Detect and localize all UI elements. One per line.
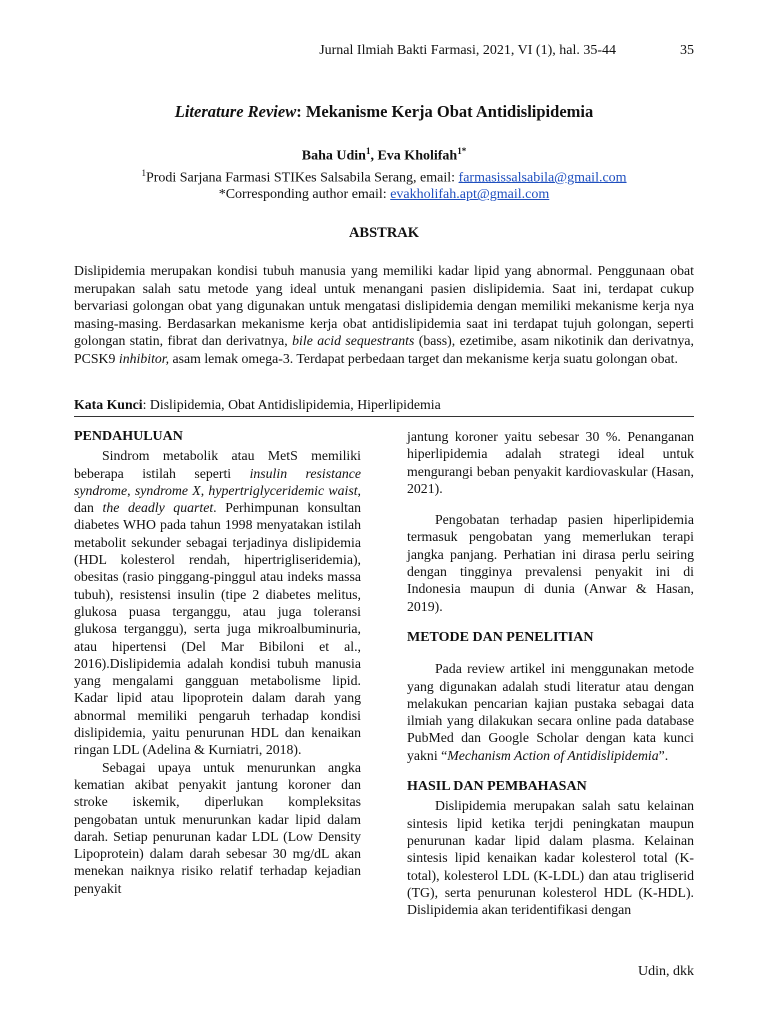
corresponding-text: *Corresponding author email: [218, 187, 391, 203]
abstract-text-1: Dislipidemia merupakan kondisi tubuh manusia yang memiliki kadar lipid yang abnormal. Penggunaan obat merupakan salah satu metode yang ideal untuk menangani pasien dislipidemia. Saat ini, terdapat cukup bervariasi golongan obat yang digunakan untuk mengatasi dislipidemia dengan memiliki mekanisme kerja nya masing-masing. Berdasarkan mekanisme kerja obat antidislipidemia saat ini terdapat tujuh golongan, seperti golongan statin, fibrat dan derivatnya, [74, 263, 694, 349]
footer-authors: Udin, dkk [638, 964, 694, 979]
title-italic: Literature Review [174, 102, 297, 121]
author-1: Baha Udin [301, 148, 366, 164]
section-heading-hasil: HASIL DAN PEMBAHASAN [407, 779, 587, 795]
abstract-text-3: asam lemak omega-3. Terdapat perbedaan target dan mekanisme kerja suatu golongan obat. [169, 350, 678, 366]
text-run: , [200, 482, 209, 498]
text-run: , dan [74, 482, 361, 516]
author-2-sup: 1* [457, 146, 467, 156]
abstract-text-2: (bass), ezetimibe, asam nikotinik dan derivatnya, PCSK9 [74, 333, 695, 366]
running-header [74, 43, 694, 63]
author-2: , Eva Kholifah [370, 148, 458, 164]
title-block [74, 102, 694, 242]
paragraph: Dislipidemia merupakan salah satu kelainan sintesis lipid ketika terjdi peningkatan maupun penurunan kadar lipid dalam plasma. Kelainan sintesis lipid kenaikan kadar kolesterol total (K-total), kolesterol LDL (K-LDL) dan atau trigliserid (TG), serta penurunan kolesterol HDL (K-HDL). Dislipidemia akan teridentifikasi dengan [407, 798, 694, 918]
paragraph [407, 660, 694, 764]
left-column [74, 428, 361, 897]
keywords-label: Kata Kunci [74, 397, 143, 412]
italic-run: insulin resistance syndrome [74, 465, 361, 498]
text-run: , [127, 482, 135, 498]
text-run: Pada review artikel ini menggunakan metode yang digunakan adalah studi literatur atau dengan melakukan pencarian kajian pustaka sebagai data ilmiah yang dilakukan secara online pada database PubMed dan Google Scholar dengan kata kunci yakni “ [407, 661, 694, 763]
text-run: ”. [658, 747, 669, 763]
text-run: . Perhimpunan konsultan diabetes WHO pada tahun 1998 menyatakan istilah metabolit sekunder sebagai terjadinya dislipidemia (HDL kolesterol rendah, hipertrigliseridemia), obesitas (rasio pinggang-pinggul atau indeks massa tubuh), resistensi insulin (tipe 2 diabetes melitus, glukosa puasa terganggu, atau juga toleransi glukosa terganggu), serta juga mikroalbuminuria, atau hipertensi (Del Mar Bibiloni et al., 2016).Dislipidemia adalah kondisi tubuh manusia yang mengalami gangguan metabolisme lipid. Kadar lipid atau lipoprotein dalam darah yang abnormal memiliki pengaruh terhadap kondisi dislipidemia, yaitu penurunan HDL dan kenaikan ringan LDL (Adelina & Kurniatri, 2018). [74, 500, 362, 758]
text-run: Sindrom metabolik atau MetS memiliki beberapa istilah seperti [74, 448, 361, 481]
corresponding-author [74, 186, 694, 203]
abstract-italic-1: bile acid sequestrants [292, 333, 415, 349]
section-heading-pendahuluan: PENDAHULUAN [74, 429, 183, 444]
paragraph: Pengobatan terhadap pasien hiperlipidemia termasuk pengobatan yang memerlukan terapi jangka panjang. Perhatian ini dirasa perlu seiring dengan tingginya prevalensi penyakit ini di Indonesia maupun di dunia (Anwar & Hasan, 2019). [407, 512, 694, 614]
right-column [407, 428, 694, 918]
affiliation [74, 165, 694, 187]
affiliation-email-link[interactable]: farmasissalsabila@gmail.com [458, 170, 627, 186]
abstract-italic-2: inhibitor, [118, 350, 170, 366]
corresponding-email-link[interactable]: evakholifah.apt@gmail.com [390, 187, 550, 203]
keywords [74, 397, 694, 417]
title-rest: : Mekanisme Kerja Obat Antidislipidemia [296, 102, 594, 121]
affiliation-text: Prodi Sarjana Farmasi STIKes Salsabila Serang, email: [145, 170, 459, 186]
section-heading-metode: METODE DAN PENELITIAN [407, 629, 594, 645]
abstract-body [74, 262, 694, 368]
paragraph: jantung koroner yaitu sebesar 30 %. Penanganan hiperlipidemia adalah strategi ideal untuk mengurangi beban penyakit kardiovaskular (Hasan, 2021). [407, 429, 694, 496]
paragraph: Sebagai upaya untuk menurunkan angka kematian akibat penyakit jantung koroner dan stroke iskemik, diperlukan kompleksitas pengobatan untuk menurunkan kadar lipid dalam darah. Setiap penurunan kadar LDL (Low Density Lipoprotein) dalam darah sebesar 30 mg/dL akan menekan naiknya risiko relatif terhadap kejadian penyakit [74, 759, 361, 896]
paragraph [74, 447, 361, 758]
journal-citation: Jurnal Ilmiah Bakti Farmasi, 2021, VI (1), hal. 35-44 [319, 43, 616, 58]
italic-run: Mechanism Action of Antidislipidemia [447, 747, 659, 763]
author-1-sup: 1 [365, 146, 371, 156]
keywords-text: : Dislipidemia, Obat Antidislipidemia, Hiperlipidemia [142, 397, 441, 412]
affiliation-sup: 1 [141, 167, 146, 178]
author-list [74, 146, 694, 165]
italic-run: syndrome X [134, 482, 201, 498]
page-number: 35 [680, 43, 694, 58]
italic-run: hypertriglyceridemic waist [208, 482, 358, 498]
article-title [74, 102, 694, 122]
italic-run: the deadly quartet [102, 500, 214, 516]
abstract-heading: ABSTRAK [348, 225, 420, 242]
